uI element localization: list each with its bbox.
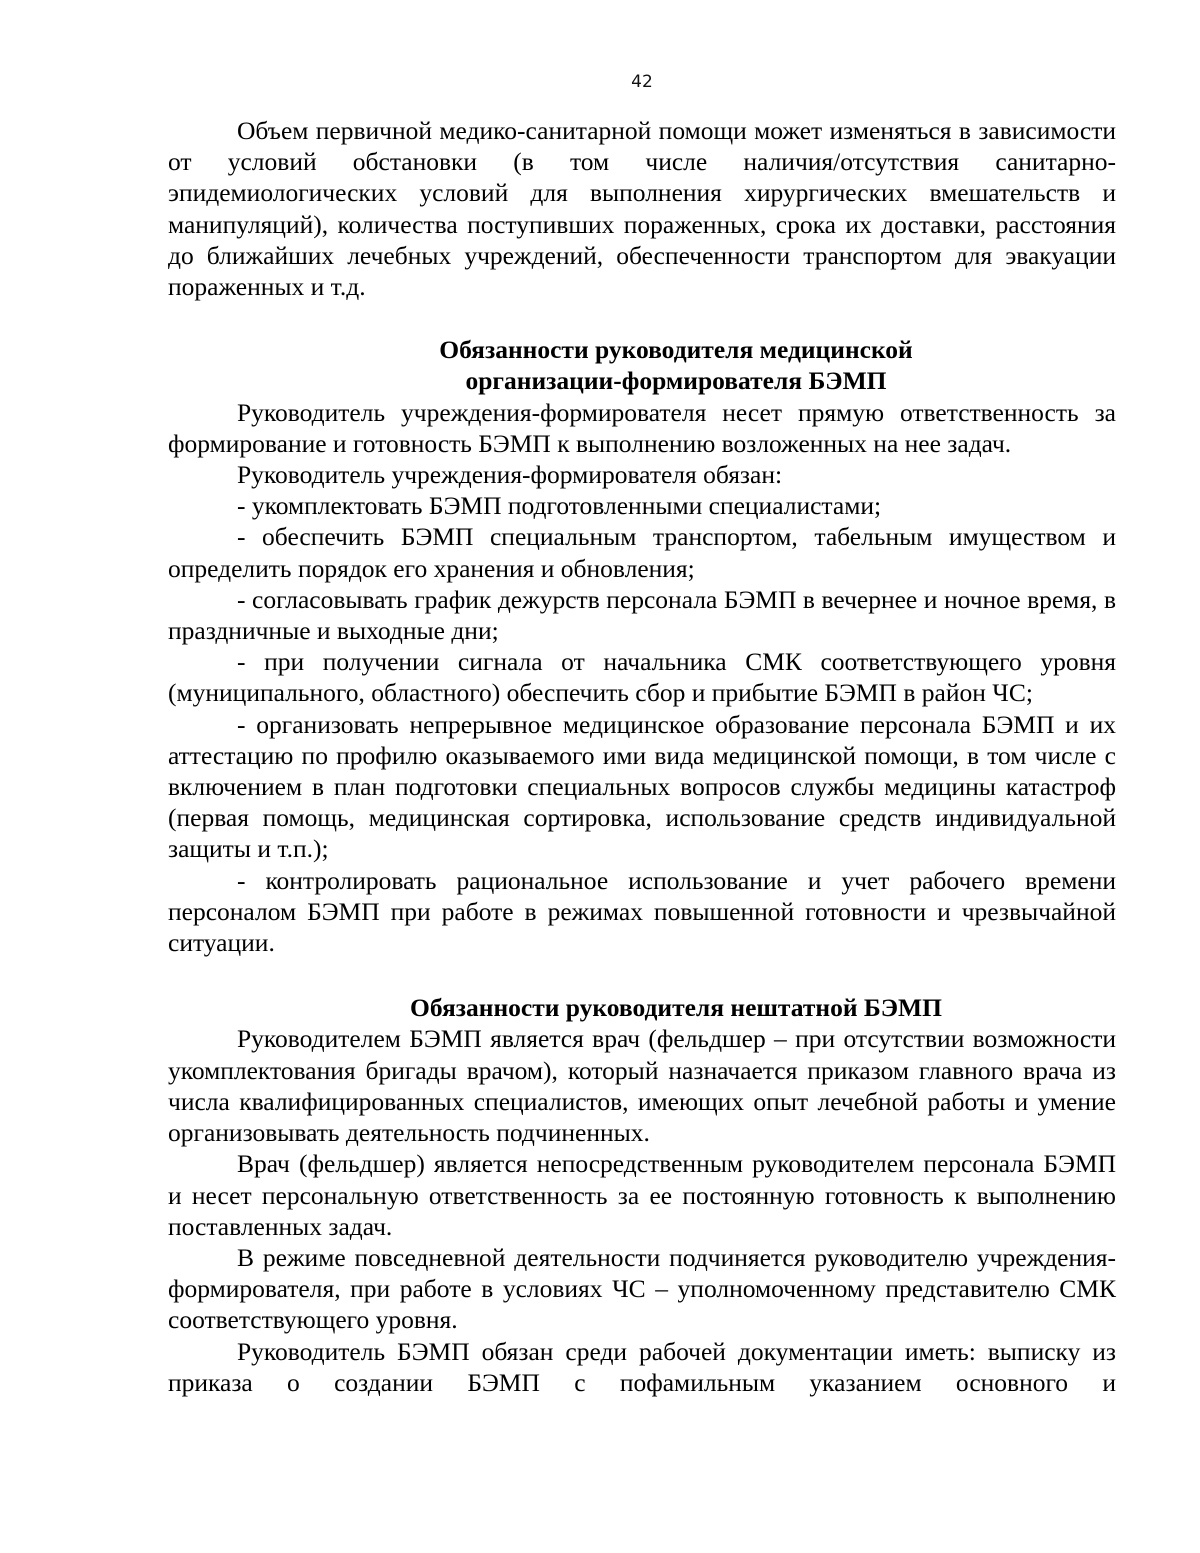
section-1-heading-line-1: Обязанности руководителя медицинской	[439, 335, 913, 365]
section-2-paragraph: Руководителем БЭМП является врач (фельдшер – при отсутствии возможности укомплектования бригады врачом), который назначается приказом главного врача из числа квалифицированных специалистов, имеющих опыт лечебной работы и умение организовывать деятельность подчиненных.	[168, 1024, 1116, 1148]
section-1-paragraph: Руководитель учреждения-формирователя обязан:	[237, 460, 783, 490]
section-1-list-item: - при получении сигнала от начальника СМК соответствующего уровня (муниципального, областного) обеспечить сбор и прибытие БЭМП в район ЧС;	[168, 647, 1116, 708]
section-1-list-item: - организовать непрерывное медицинское образование персонала БЭМП и их аттестацию по профилю оказываемого ими вида медицинской помощи, в том числе с включением в план подготовки специальных вопросов службы медицины катастроф (первая помощь, медицинская сортировка, использование средств индивидуальной защиты и т.п.);	[168, 709, 1116, 864]
section-2-heading: Обязанности руководителя нештатной БЭМП	[410, 993, 942, 1023]
section-2-heading-block	[168, 992, 1116, 1023]
page-number: 42	[631, 72, 653, 92]
section-1-heading	[236, 334, 1116, 396]
section-1-list-item: - обеспечить БЭМП специальным транспортом, табельным имуществом и определить порядок его хранения и обновления;	[168, 522, 1116, 583]
section-1-list-item: - согласовывать график дежурств персонала БЭМП в вечернее и ночное время, в праздничные и выходные дни;	[168, 584, 1116, 646]
document-body	[168, 115, 1116, 1398]
section-1-list-item: - контролировать рациональное использование и учет рабочего времени персоналом БЭМП при работе в режимах повышенной готовности и чрезвычайной ситуации.	[168, 865, 1116, 958]
section-1-heading-block	[168, 334, 1116, 396]
section-1-heading-line-2: организации-формирователя БЭМП	[465, 366, 887, 396]
intro-paragraph: Объем первичной медико-санитарной помощи может изменяться в зависимости от условий обстановки (в том числе наличия/отсутствия санитарно-эпидемиологических условий для выполнения хирургических вмешательств и манипуляций), количества поступивших пораженных, срока их доставки, расстояния до ближайших лечебных учреждений, обеспеченности транспортом для эвакуации пораженных и т.д.	[168, 116, 1116, 302]
section-2-paragraph: Врач (фельдшер) является непосредственным руководителем персонала БЭМП и несет персональную ответственность за ее постоянную готовность к выполнению поставленных задач.	[168, 1149, 1116, 1241]
section-1-list-item: - укомплектовать БЭМП подготовленными специалистами;	[237, 491, 882, 521]
section-2-paragraph: В режиме повседневной деятельности подчиняется руководителю учреждения-формирователя, при работе в условиях ЧС – уполномоченному представителю СМК соответствующего уровня.	[168, 1242, 1116, 1335]
section-2-paragraph: Руководитель БЭМП обязан среди рабочей документации иметь: выписку из приказа о создании БЭМП с пофамильным указанием основного и	[168, 1336, 1116, 1397]
section-1-paragraph: Руководитель учреждения-формирователя несет прямую ответственность за формирование и готовность БЭМП к выполнению возложенных на нее задач.	[168, 397, 1116, 458]
